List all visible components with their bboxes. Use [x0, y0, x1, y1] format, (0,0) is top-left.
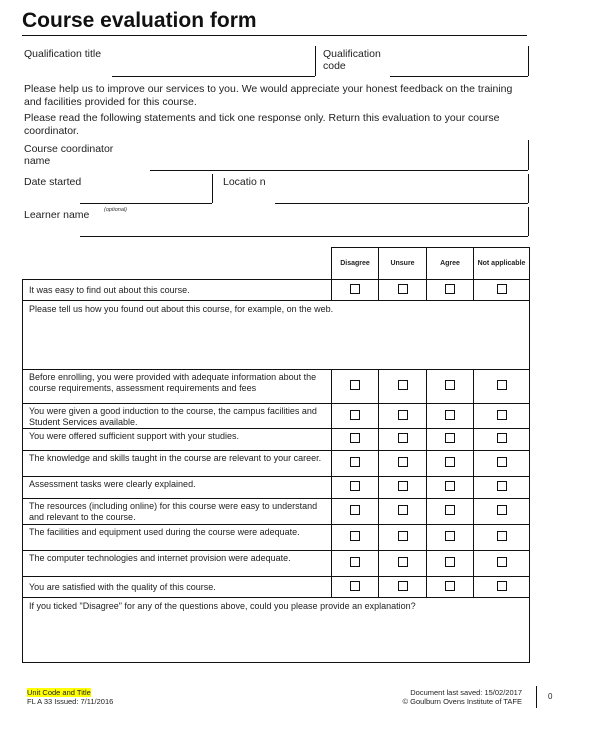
free-text-prompt: Please tell us how you found out about this course, for example, on the web. — [29, 304, 334, 314]
qualification-title-field[interactable] — [112, 76, 315, 77]
unsure-cell — [379, 577, 427, 598]
statement-cell: The facilities and equipment used during the course were adequate. — [23, 525, 332, 551]
statement-cell: Assessment tasks were clearly explained. — [23, 477, 332, 499]
learner-name-label: Learner name — [24, 209, 90, 221]
explanation-prompt: If you ticked "Disagree" for any of the questions above, could you please provide an explanation? — [29, 601, 416, 611]
title-divider — [22, 35, 527, 36]
agree-checkbox[interactable] — [445, 457, 455, 467]
not-applicable-cell — [474, 577, 530, 598]
not-applicable-checkbox[interactable] — [497, 505, 507, 515]
table-row — [23, 551, 530, 577]
table-row — [23, 404, 530, 429]
disagree-cell — [332, 370, 379, 404]
disagree-cell — [332, 477, 379, 499]
unsure-checkbox[interactable] — [398, 531, 408, 541]
qualification-code-field[interactable] — [390, 76, 528, 77]
intro-paragraph-1: Please help us to improve our services to you. We would appreciate your honest feedback on the training and facilities provided for this course. — [24, 83, 513, 108]
not-applicable-cell — [474, 280, 530, 301]
table-row — [23, 429, 530, 451]
table-row — [23, 301, 530, 370]
disagree-checkbox[interactable] — [350, 531, 360, 541]
unsure-checkbox[interactable] — [398, 581, 408, 591]
table-row — [23, 370, 530, 404]
unsure-checkbox[interactable] — [398, 433, 408, 443]
unsure-cell — [379, 525, 427, 551]
header-blank-cell — [23, 248, 332, 280]
disagree-cell — [332, 429, 379, 451]
explanation-cell[interactable] — [23, 598, 530, 663]
not-applicable-checkbox[interactable] — [497, 380, 507, 390]
unsure-checkbox[interactable] — [398, 380, 408, 390]
not-applicable-cell — [474, 525, 530, 551]
agree-cell — [427, 451, 474, 477]
not-applicable-cell — [474, 451, 530, 477]
evaluation-table — [22, 247, 530, 663]
table-row — [23, 499, 530, 525]
field-border-right — [528, 174, 529, 203]
unsure-checkbox[interactable] — [398, 457, 408, 467]
agree-cell — [427, 525, 474, 551]
disagree-checkbox[interactable] — [350, 557, 360, 567]
agree-checkbox[interactable] — [445, 410, 455, 420]
agree-cell — [427, 370, 474, 404]
table-row — [23, 280, 530, 301]
disagree-cell — [332, 577, 379, 598]
not-applicable-cell — [474, 551, 530, 577]
field-border-right — [528, 207, 529, 236]
disagree-cell — [332, 451, 379, 477]
field-border-right — [528, 46, 529, 76]
last-saved: Document last saved: 15/02/2017 — [410, 688, 522, 697]
learner-name-field[interactable] — [80, 236, 528, 237]
agree-cell — [427, 477, 474, 499]
date-started-field[interactable] — [80, 203, 212, 204]
footer-left — [27, 688, 113, 706]
unsure-checkbox[interactable] — [398, 410, 408, 420]
not-applicable-checkbox[interactable] — [497, 581, 507, 591]
agree-checkbox[interactable] — [445, 531, 455, 541]
statement-cell: The computer technologies and internet provision were adequate. — [23, 551, 332, 577]
coordinator-name-label: Course coordinator name — [24, 143, 114, 167]
not-applicable-cell — [474, 404, 530, 429]
header-agree: Agree — [427, 248, 474, 280]
free-text-cell[interactable] — [23, 301, 530, 370]
field-divider — [212, 174, 213, 203]
not-applicable-checkbox[interactable] — [497, 410, 507, 420]
field-divider — [315, 46, 316, 76]
not-applicable-checkbox[interactable] — [497, 433, 507, 443]
statement-cell: You are satisfied with the quality of this course. — [23, 577, 332, 598]
statement-cell: It was easy to find out about this course. — [23, 280, 332, 301]
header-not-applicable: Not applicable — [474, 248, 530, 280]
not-applicable-checkbox[interactable] — [497, 457, 507, 467]
statement-cell: Before enrolling, you were provided with adequate information about the course requirements, assessment requirements and fees — [23, 370, 332, 404]
table-row — [23, 577, 530, 598]
header-disagree: Disagree — [332, 248, 379, 280]
footer-divider — [536, 686, 537, 708]
unsure-cell — [379, 551, 427, 577]
disagree-checkbox[interactable] — [350, 433, 360, 443]
qualification-code-label: Qualification code — [323, 48, 381, 72]
disagree-checkbox[interactable] — [350, 284, 360, 294]
agree-checkbox[interactable] — [445, 557, 455, 567]
optional-note: (optional) — [104, 207, 127, 213]
agree-cell — [427, 577, 474, 598]
unsure-cell — [379, 477, 427, 499]
unsure-cell — [379, 451, 427, 477]
disagree-cell — [332, 499, 379, 525]
unsure-checkbox[interactable] — [398, 481, 408, 491]
unit-code-highlight: Unit Code and Title — [27, 688, 91, 697]
location-label: Locatio n — [223, 176, 266, 188]
disagree-checkbox[interactable] — [350, 410, 360, 420]
unsure-cell — [379, 404, 427, 429]
table-row — [23, 477, 530, 499]
not-applicable-checkbox[interactable] — [497, 531, 507, 541]
not-applicable-checkbox[interactable] — [497, 284, 507, 294]
unsure-cell — [379, 429, 427, 451]
agree-checkbox[interactable] — [445, 481, 455, 491]
agree-checkbox[interactable] — [445, 433, 455, 443]
qualification-title-label: Qualification title — [24, 48, 102, 60]
statement-cell: You were given a good induction to the course, the campus facilities and Student Services available. — [23, 404, 332, 429]
table-row — [23, 451, 530, 477]
intro-paragraph-2: Please read the following statements and tick one response only. Return this evaluation to your course coordinator. — [24, 112, 500, 137]
disagree-checkbox[interactable] — [350, 380, 360, 390]
agree-cell — [427, 280, 474, 301]
footer-document-info — [372, 688, 522, 706]
form-title: Course evaluation form — [22, 9, 257, 32]
location-field[interactable] — [275, 203, 528, 204]
copyright: © Goulburn Ovens Institute of TAFE — [402, 697, 522, 706]
unsure-cell — [379, 499, 427, 525]
not-applicable-checkbox[interactable] — [497, 481, 507, 491]
agree-cell — [427, 429, 474, 451]
disagree-checkbox[interactable] — [350, 581, 360, 591]
unsure-cell — [379, 280, 427, 301]
table-row — [23, 525, 530, 551]
not-applicable-cell — [474, 499, 530, 525]
disagree-cell — [332, 280, 379, 301]
agree-checkbox[interactable] — [445, 505, 455, 515]
disagree-checkbox[interactable] — [350, 481, 360, 491]
disagree-checkbox[interactable] — [350, 505, 360, 515]
unsure-checkbox[interactable] — [398, 557, 408, 567]
disagree-cell — [332, 404, 379, 429]
table-header-row — [23, 248, 530, 280]
table-row — [23, 598, 530, 663]
header-unsure: Unsure — [379, 248, 427, 280]
not-applicable-checkbox[interactable] — [497, 557, 507, 567]
unsure-cell — [379, 370, 427, 404]
unsure-checkbox[interactable] — [398, 284, 408, 294]
not-applicable-cell — [474, 429, 530, 451]
agree-checkbox[interactable] — [445, 581, 455, 591]
agree-cell — [427, 499, 474, 525]
statement-cell: You were offered sufficient support with your studies. — [23, 429, 332, 451]
page-number: 0 — [548, 692, 553, 701]
not-applicable-cell — [474, 477, 530, 499]
agree-checkbox[interactable] — [445, 284, 455, 294]
date-started-label: Date started — [24, 176, 82, 188]
statement-cell: The knowledge and skills taught in the course are relevant to your career. — [23, 451, 332, 477]
issued-date: FL A 33 Issued: 7/11/2016 — [27, 697, 114, 706]
agree-checkbox[interactable] — [445, 380, 455, 390]
statement-cell: The resources (including online) for this course were easy to understand and relevant to the course. — [23, 499, 332, 525]
disagree-checkbox[interactable] — [350, 457, 360, 467]
field-border-right — [528, 140, 529, 170]
unsure-checkbox[interactable] — [398, 505, 408, 515]
disagree-cell — [332, 525, 379, 551]
agree-cell — [427, 404, 474, 429]
disagree-cell — [332, 551, 379, 577]
not-applicable-cell — [474, 370, 530, 404]
coordinator-name-field[interactable] — [150, 170, 528, 171]
agree-cell — [427, 551, 474, 577]
